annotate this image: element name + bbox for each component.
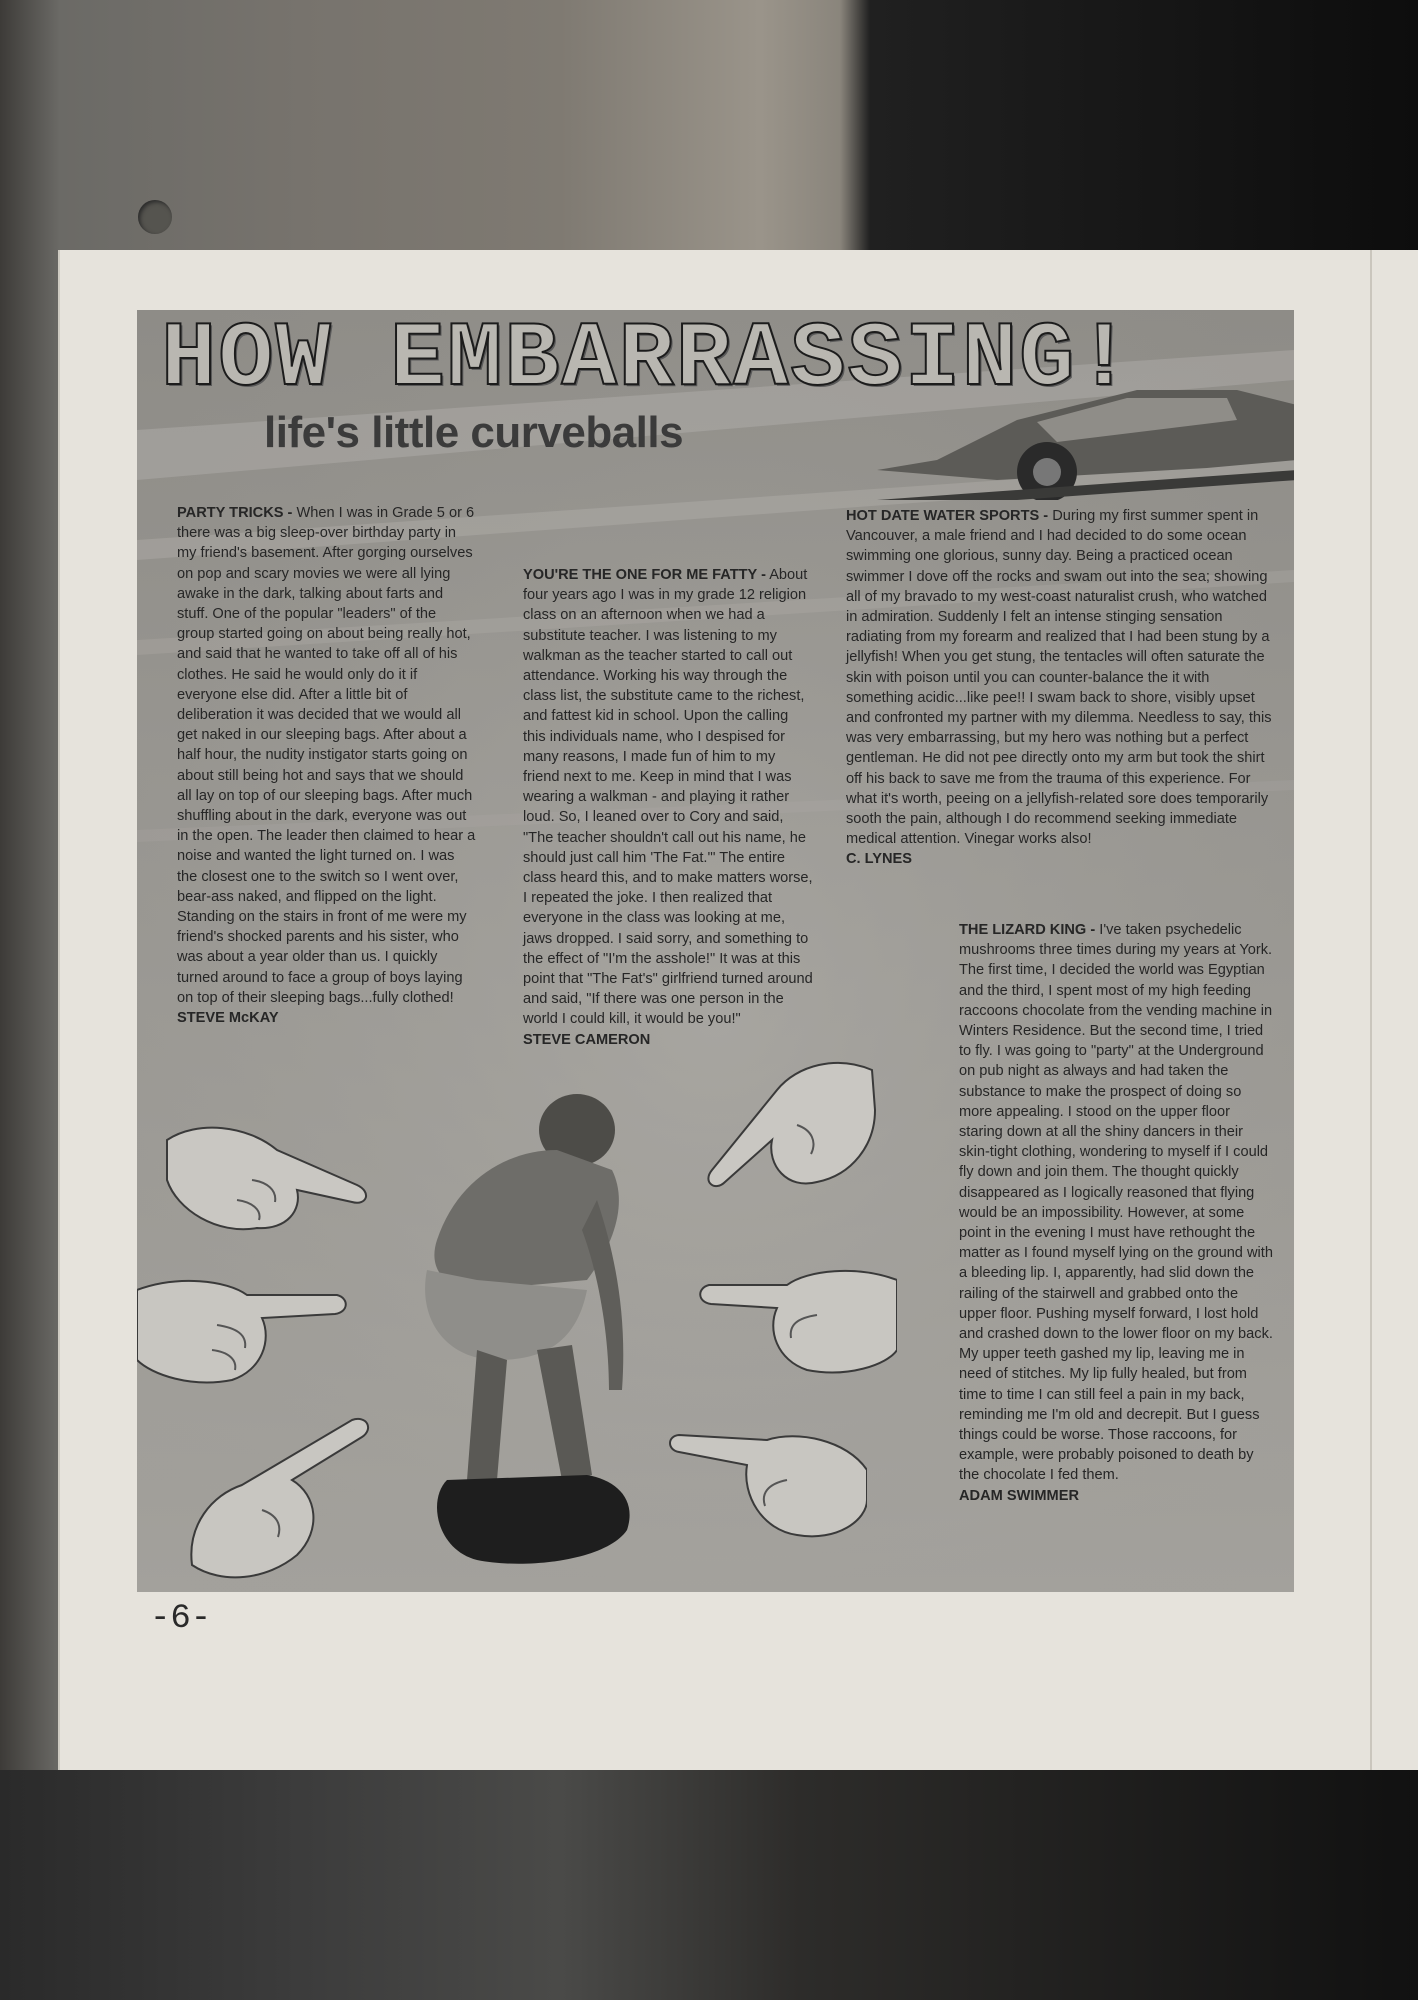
pointing-hand-icon bbox=[697, 1260, 897, 1380]
story-title: THE LIZARD KING - bbox=[959, 922, 1096, 938]
story-author: STEVE McKAY bbox=[177, 1010, 279, 1027]
subheadline: life's little curveballs bbox=[264, 408, 684, 457]
story-title: HOT DATE WATER SPORTS - bbox=[846, 508, 1049, 524]
page-fold bbox=[1370, 250, 1372, 1770]
story-author: ADAM SWIMMER bbox=[959, 1487, 1079, 1504]
pointing-hand-icon bbox=[697, 1050, 877, 1200]
page-number: -6- bbox=[150, 1600, 212, 1638]
story-body: About four years ago I was in my grade 12 religion class on an afternoon when we had a substitute teacher. I was listening to my walkman as the teacher started to call out attendance. Working his way through the class list, the substitute came to the richest, and fattest kid in school. Upon the calling this individuals name, who I despised for many reasons, I made fun of him to my friend next to me. Keep in mind that I was wearing a walkman - and playing it rather loud. So, I leaned over to Cory and said, "The teacher shouldn't call out his name, he should just call him 'The Fat.'" The entire class heard this, and to make matters worse, I repeated the joke. I then realized that everyone in the class was looking at me, jaws dropped. I said sorry, and something to the effect of "I'm the asshole!" It was at this point that "The Fat's" girlfriend turned around and said, "If there was one person in the world I could kill, it would be you!" bbox=[523, 567, 813, 1028]
story-fatty bbox=[523, 565, 813, 1050]
article-panel bbox=[137, 310, 1294, 1592]
story-title: PARTY TRICKS - bbox=[177, 505, 293, 521]
story-body: During my first summer spent in Vancouver, a male friend and I had decided to do some ocean swimming one glorious, sunny day. Being a practiced ocean swimmer I dove off the rocks and swam out into the sea; showing all of my bravado to my west-coast naturalist crush, who watched in admiration. Suddenly I felt an intense stinging sensation radiating from my forearm and realized that I had been stung by a jellyfish! When you get stung, the tentacles will often saturate the skin with poison until you can counter-balance the it with something acidic...like pee!! I swam back to shore, visibly upset and confronted my partner with my dilemma. Needless to say, this was very embarrassing, but my hero was nothing but a perfect gentleman. He did not pee directly onto my arm but took the shirt off his back to save me from the trauma of this experience. For what it's worth, peeing on a jellyfish-related sore does temporarily sooth the pain, although I do recommend seeking immediate medical attention. Vinegar works also! bbox=[846, 508, 1272, 848]
headline: HOW EMBARRASSING! bbox=[161, 310, 1134, 412]
story-title: YOU'RE THE ONE FOR ME FATTY - bbox=[523, 567, 766, 583]
binder-hole bbox=[138, 200, 172, 234]
pointing-hand-icon bbox=[157, 1110, 377, 1240]
scanner-background-lower bbox=[0, 1770, 1418, 2000]
story-hot-date bbox=[846, 506, 1276, 870]
embarrassed-boy-photo bbox=[387, 1090, 687, 1570]
story-lizard-king bbox=[959, 920, 1277, 1506]
pointing-hand-icon bbox=[182, 1415, 382, 1585]
story-author: STEVE CAMERON bbox=[523, 1031, 651, 1048]
story-body: When I was in Grade 5 or 6 there was a big sleep-over birthday party in my friend's basement. After gorging ourselves on pop and scary movies we were all lying awake in the dark, talking about farts and stuff. One of the popular "leaders" of the group started going on about being really hot, and said that he wanted to take off all of his clothes. He said he would only do it if everyone else did. After a little bit of deliberation it was decided that we would all get naked in our sleeping bags. After about a half hour, the nudity instigator starts going on about still being hot and says that we should all lay on top of our sleeping bags. After much shuffling about in the dark, everyone was out in the open. The leader then claimed to hear a noise and wanted the light turned on. I was the closest one to the switch so I went over, bear-ass naked, and flipped on the light. Standing on the stairs in front of me were my friend's shocked parents and his sister, who was about a year older than us. I quickly turned around to face a group of boys laying on top of their sleeping bags...fully clothed! bbox=[177, 505, 476, 1006]
story-body: I've taken psychedelic mushrooms three times during my years at York. The first time, I decided the world was Egyptian and the third, I spent most of my high feeding raccoons chocolate from the vending machine in Winters Residence. But the second time, I tried to fly. I was going to "party" at the Underground on pub night as always and had taken the substance to make the prospect of doing so more appealing. I stood on the upper floor staring down at all the shiny dancers in their skin-tight clothing, wondering to myself if I could fly down and join them. The thought quickly disappeared as I logically reasoned that flying would be an impossibility. However, at some point in the evening I must have rethought the matter as I found myself lying on the ground with a bleeding lip. I, apparently, had slid down the railing of the stairwell and grabbed onto the upper floor. Pushing myself forward, I lost hold and crashed down to the lower floor on my back. My upper teeth gashed my lip, leaving me in need of stitches. My lip fully healed, but from time to time I can still feel a pain in my back, reminding me I'm old and decrepit. But I guess things could be worse. Those raccoons, for example, were probably poisoned to death by the chocolate I fed them. bbox=[959, 922, 1273, 1484]
pointing-hand-icon bbox=[667, 1410, 867, 1550]
story-party-tricks bbox=[177, 503, 477, 1028]
pointing-hand-icon bbox=[137, 1270, 347, 1390]
story-author: C. LYNES bbox=[846, 851, 912, 868]
